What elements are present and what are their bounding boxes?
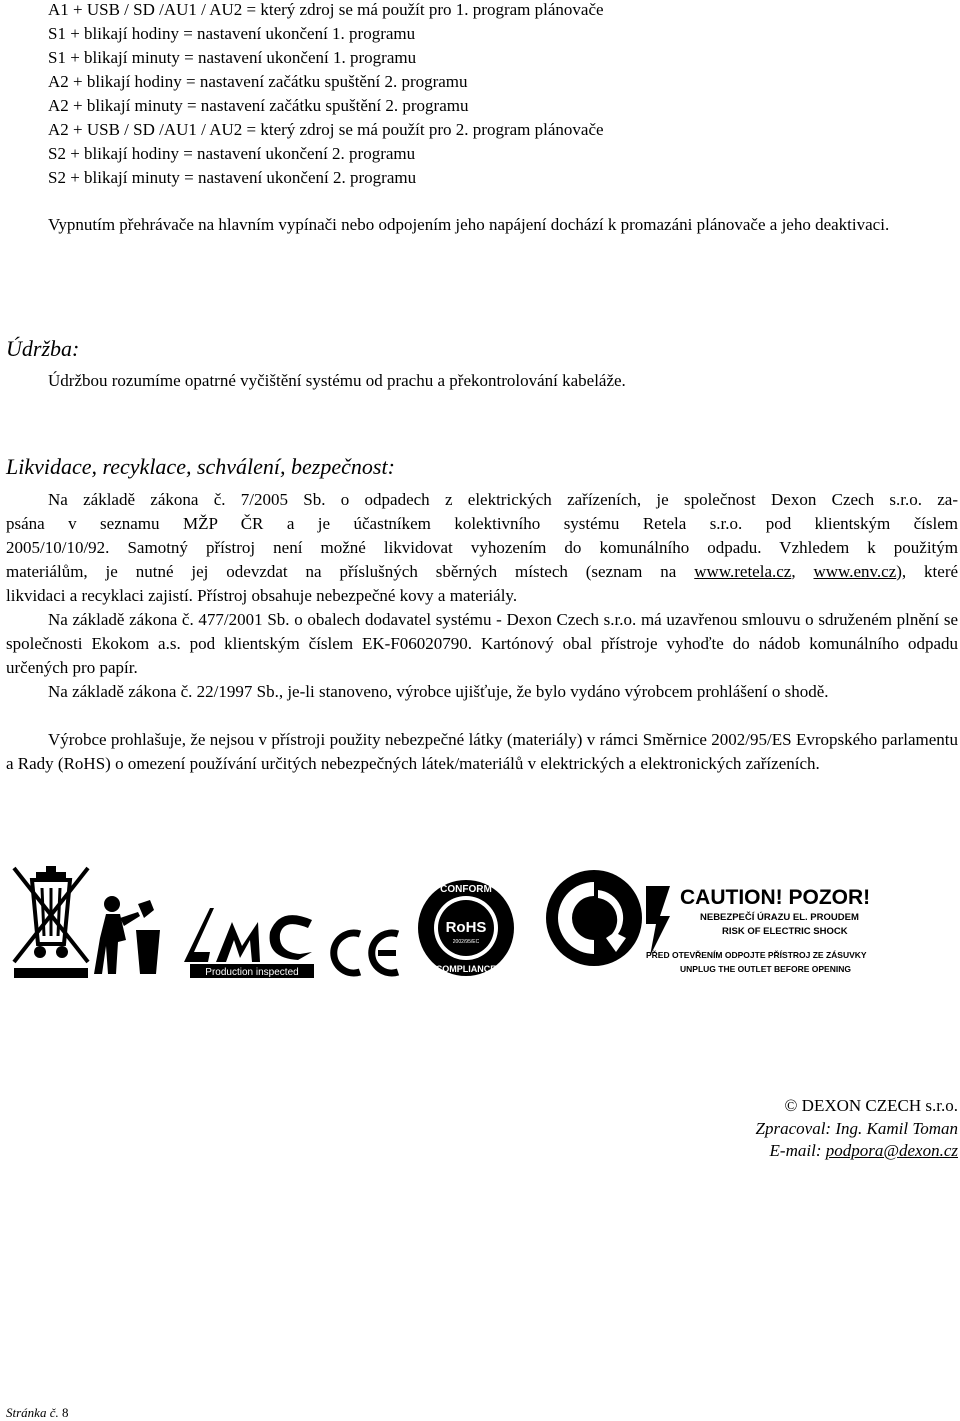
schedule-line: A2 + USB / SD /AU1 / AU2 = který zdroj se má použít pro 2. program plánovače (48, 120, 604, 139)
schedule-line: S1 + blikají hodiny = nastavení ukončení 1. programu (48, 24, 416, 43)
green-dot-recycling-icon (544, 868, 644, 968)
disposal-p1-line-with-links (6, 560, 958, 584)
ce-mark-icon (326, 928, 402, 978)
schedule-line: A2 + blikají minuty = nastavení začátku spuštění 2. programu (48, 96, 469, 115)
link-separator: , (791, 562, 814, 581)
disposal-p1-tail: ), které (896, 562, 959, 581)
retela-link[interactable]: www.retela.cz (694, 562, 792, 581)
schedule-line: A2 + blikají hodiny = nastavení začátku spuštění 2. programu (48, 72, 468, 91)
disposal-heading: Likvidace, recyklace, schválení, bezpečnost: (6, 454, 395, 479)
disposal-paragraph-1 (6, 488, 958, 608)
author-line: Zpracoval: Ing. Kamil Toman (755, 1118, 958, 1138)
email-line (756, 1140, 958, 1163)
maintenance-text: Údržbou rozumíme opatrné vyčištění systému od prachu a překontrolování kabeláže. (48, 371, 626, 390)
page-footer (6, 1405, 68, 1421)
rohs-label: RoHS (445, 919, 487, 936)
disposal-p1-line: 2005/10/10/92. Samotný přístroj není možné likvidovat vyhozením do komunálního odpadu. Vzhledem k použitým (6, 538, 958, 557)
rohs-compliance-seal (416, 878, 516, 978)
caution-line-3: PŘED OTEVŘENÍM ODPOJTE PŘÍSTROJ ZE ZÁSUVKY (646, 950, 867, 960)
emc-caption: Production inspected (205, 967, 299, 978)
disposal-p1-line: likvidaci a recyklaci zajistí. Přístroj obsahuje nebezpečné kovy a materiály. (6, 586, 518, 605)
schedule-line: S2 + blikají minuty = nastavení ukončení 2. programu (48, 168, 417, 187)
caution-line-4: UNPLUG THE OUTLET BEFORE OPENING (680, 964, 851, 974)
rohs-ring-bottom: COMPLIANCE (435, 964, 497, 974)
caution-title: CAUTION! POZOR! (680, 886, 871, 909)
emc-logo (180, 900, 320, 980)
schedule-line: A1 + USB / SD /AU1 / AU2 = který zdroj se má použít pro 1. program plánovače (48, 0, 604, 19)
schedule-line: S2 + blikají hodiny = nastavení ukončení 2. programu (48, 144, 416, 163)
rohs-ring-top: CONFORM (440, 884, 492, 895)
power-off-note: Vypnutím přehrávače na hlavním vypínači nebo odpojením jeho napájení dochází k promazáni plánovače a jeho deaktivaci. (48, 215, 890, 234)
company-name: © DEXON CZECH s.r.o. (784, 1096, 958, 1115)
maintenance-heading: Údržba: (6, 336, 80, 361)
disposal-p1-line: Na základě zákona č. 7/2005 Sb. o odpadech z elektrických zařízeních, je společnost Dexon Czech s.r.o. za- (48, 490, 958, 509)
email-link[interactable]: podpora@dexon.cz (825, 1141, 958, 1160)
disposal-paragraph-4: Výrobce prohlašuje, že nejsou v přístroji použity nebezpečné látky (materiály) v rámci Směrnice 2002/95/ES Evropského parlamentu a Rady (RoHS) o omezení používání určitých nebezpečných látek/materiálů v elektrických a elektronických zařízeních. (6, 730, 958, 773)
env-link[interactable]: www.env.cz (813, 562, 897, 581)
caution-line-2: RISK OF ELECTRIC SHOCK (722, 926, 848, 937)
schedule-line: S1 + blikají minuty = nastavení ukončení 1. programu (48, 48, 417, 67)
rohs-year: 2002/95/EC (452, 939, 480, 945)
disposal-p1-line: materiálům, je nutné jej odevzdat na příslušných sběrných místech (seznam na (6, 562, 677, 581)
disposal-p1-line: psána v seznamu MŽP ČR a je účastníkem kolektivního systému Retela s.r.o. pod klientským číslem (6, 514, 958, 533)
page-label: Stránka č. (6, 1405, 59, 1420)
email-label: E-mail: (769, 1141, 826, 1160)
page-number: 8 (61, 1405, 69, 1420)
tidyman-icon (92, 890, 164, 980)
signature-block (756, 1095, 958, 1163)
weee-bin-icon (6, 862, 96, 982)
disposal-paragraph-3: Na základě zákona č. 22/1997 Sb., je-li stanoveno, výrobce ujišťuje, že bylo vydáno výrobcem prohlášení o shodě. (48, 682, 829, 701)
caution-warning-label (640, 882, 940, 978)
disposal-paragraph-2: Na základě zákona č. 477/2001 Sb. o obalech dodavatel systému - Dexon Czech s.r.o. má uzavřenou smlouvu o sdruženém plnění se společnosti Ekokom a.s. pod klientským číslem EK-F06020790. Kartónový obal přístroje vyhoďte do nádob komunálního odpadu určených pro papír. (6, 610, 958, 677)
caution-line-1: NEBEZPEČÍ ÚRAZU EL. PROUDEM (700, 912, 859, 923)
